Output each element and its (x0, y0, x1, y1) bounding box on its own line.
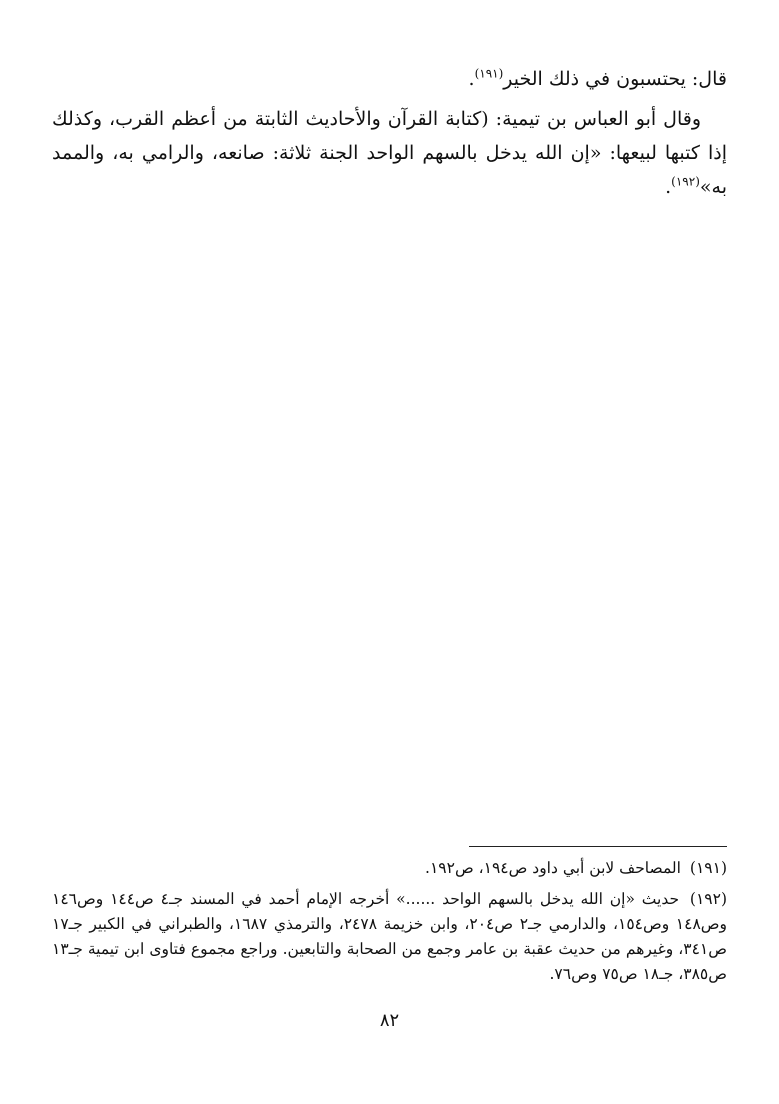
footnote-ref-191[interactable]: (١٩١) (474, 66, 504, 81)
footnote-number: (١٩٢) (689, 890, 728, 908)
footnote-191 (52, 856, 727, 881)
footnote-number: (١٩١) (689, 859, 727, 877)
footnote-text: المصاحف لابن أبي داود ص١٩٤، ص١٩٢. (425, 859, 681, 877)
page-number: ٨٢ (379, 1010, 400, 1031)
paragraph-2-text: وقال أبو العباس بن تيمية: (كتابة القرآن والأحاديث الثابتة من أعظم القرب، وكذلك إذا كتبها لبيعها: «إن الله يدخل بالسهم الواحد الجنة ثلاثة: صانعه، والرامي به، والممد به» (52, 108, 727, 198)
footnote-text: حديث «إن الله يدخل بالسهم الواحد ......» أخرجه الإمام أحمد في المسند جـ٤ ص١٤٤ وص١٤٦ وص١٤٨ وص١٥٤، والدارمي جـ٢ ص٢٠٤، وابن خزيمة ٢٤٧٨، والترمذي ١٦٨٧، والطبراني في الكبير جـ١٧ ص٣٤١، وغيرهم من حديث عقبة بن عامر وجمع من الصحابة والتابعين. وراجع مجموع فتاوى ابن تيمية جـ١٣ ص٣٨٥، جـ١٨ ص٧٥ وص٧٦. (52, 890, 728, 983)
footnote-192 (52, 887, 727, 987)
paragraph-2-end: . (665, 176, 672, 198)
footnote-separator (469, 846, 727, 847)
footnotes (52, 856, 727, 993)
paragraph-1 (52, 62, 727, 96)
paragraph-1-end: . (468, 68, 475, 90)
paragraph-1-text: قال: يحتسبون في ذلك الخير (503, 68, 727, 90)
paragraph-2 (52, 102, 727, 204)
main-text (52, 62, 727, 210)
footnote-ref-192[interactable]: (١٩٢) (671, 174, 700, 189)
